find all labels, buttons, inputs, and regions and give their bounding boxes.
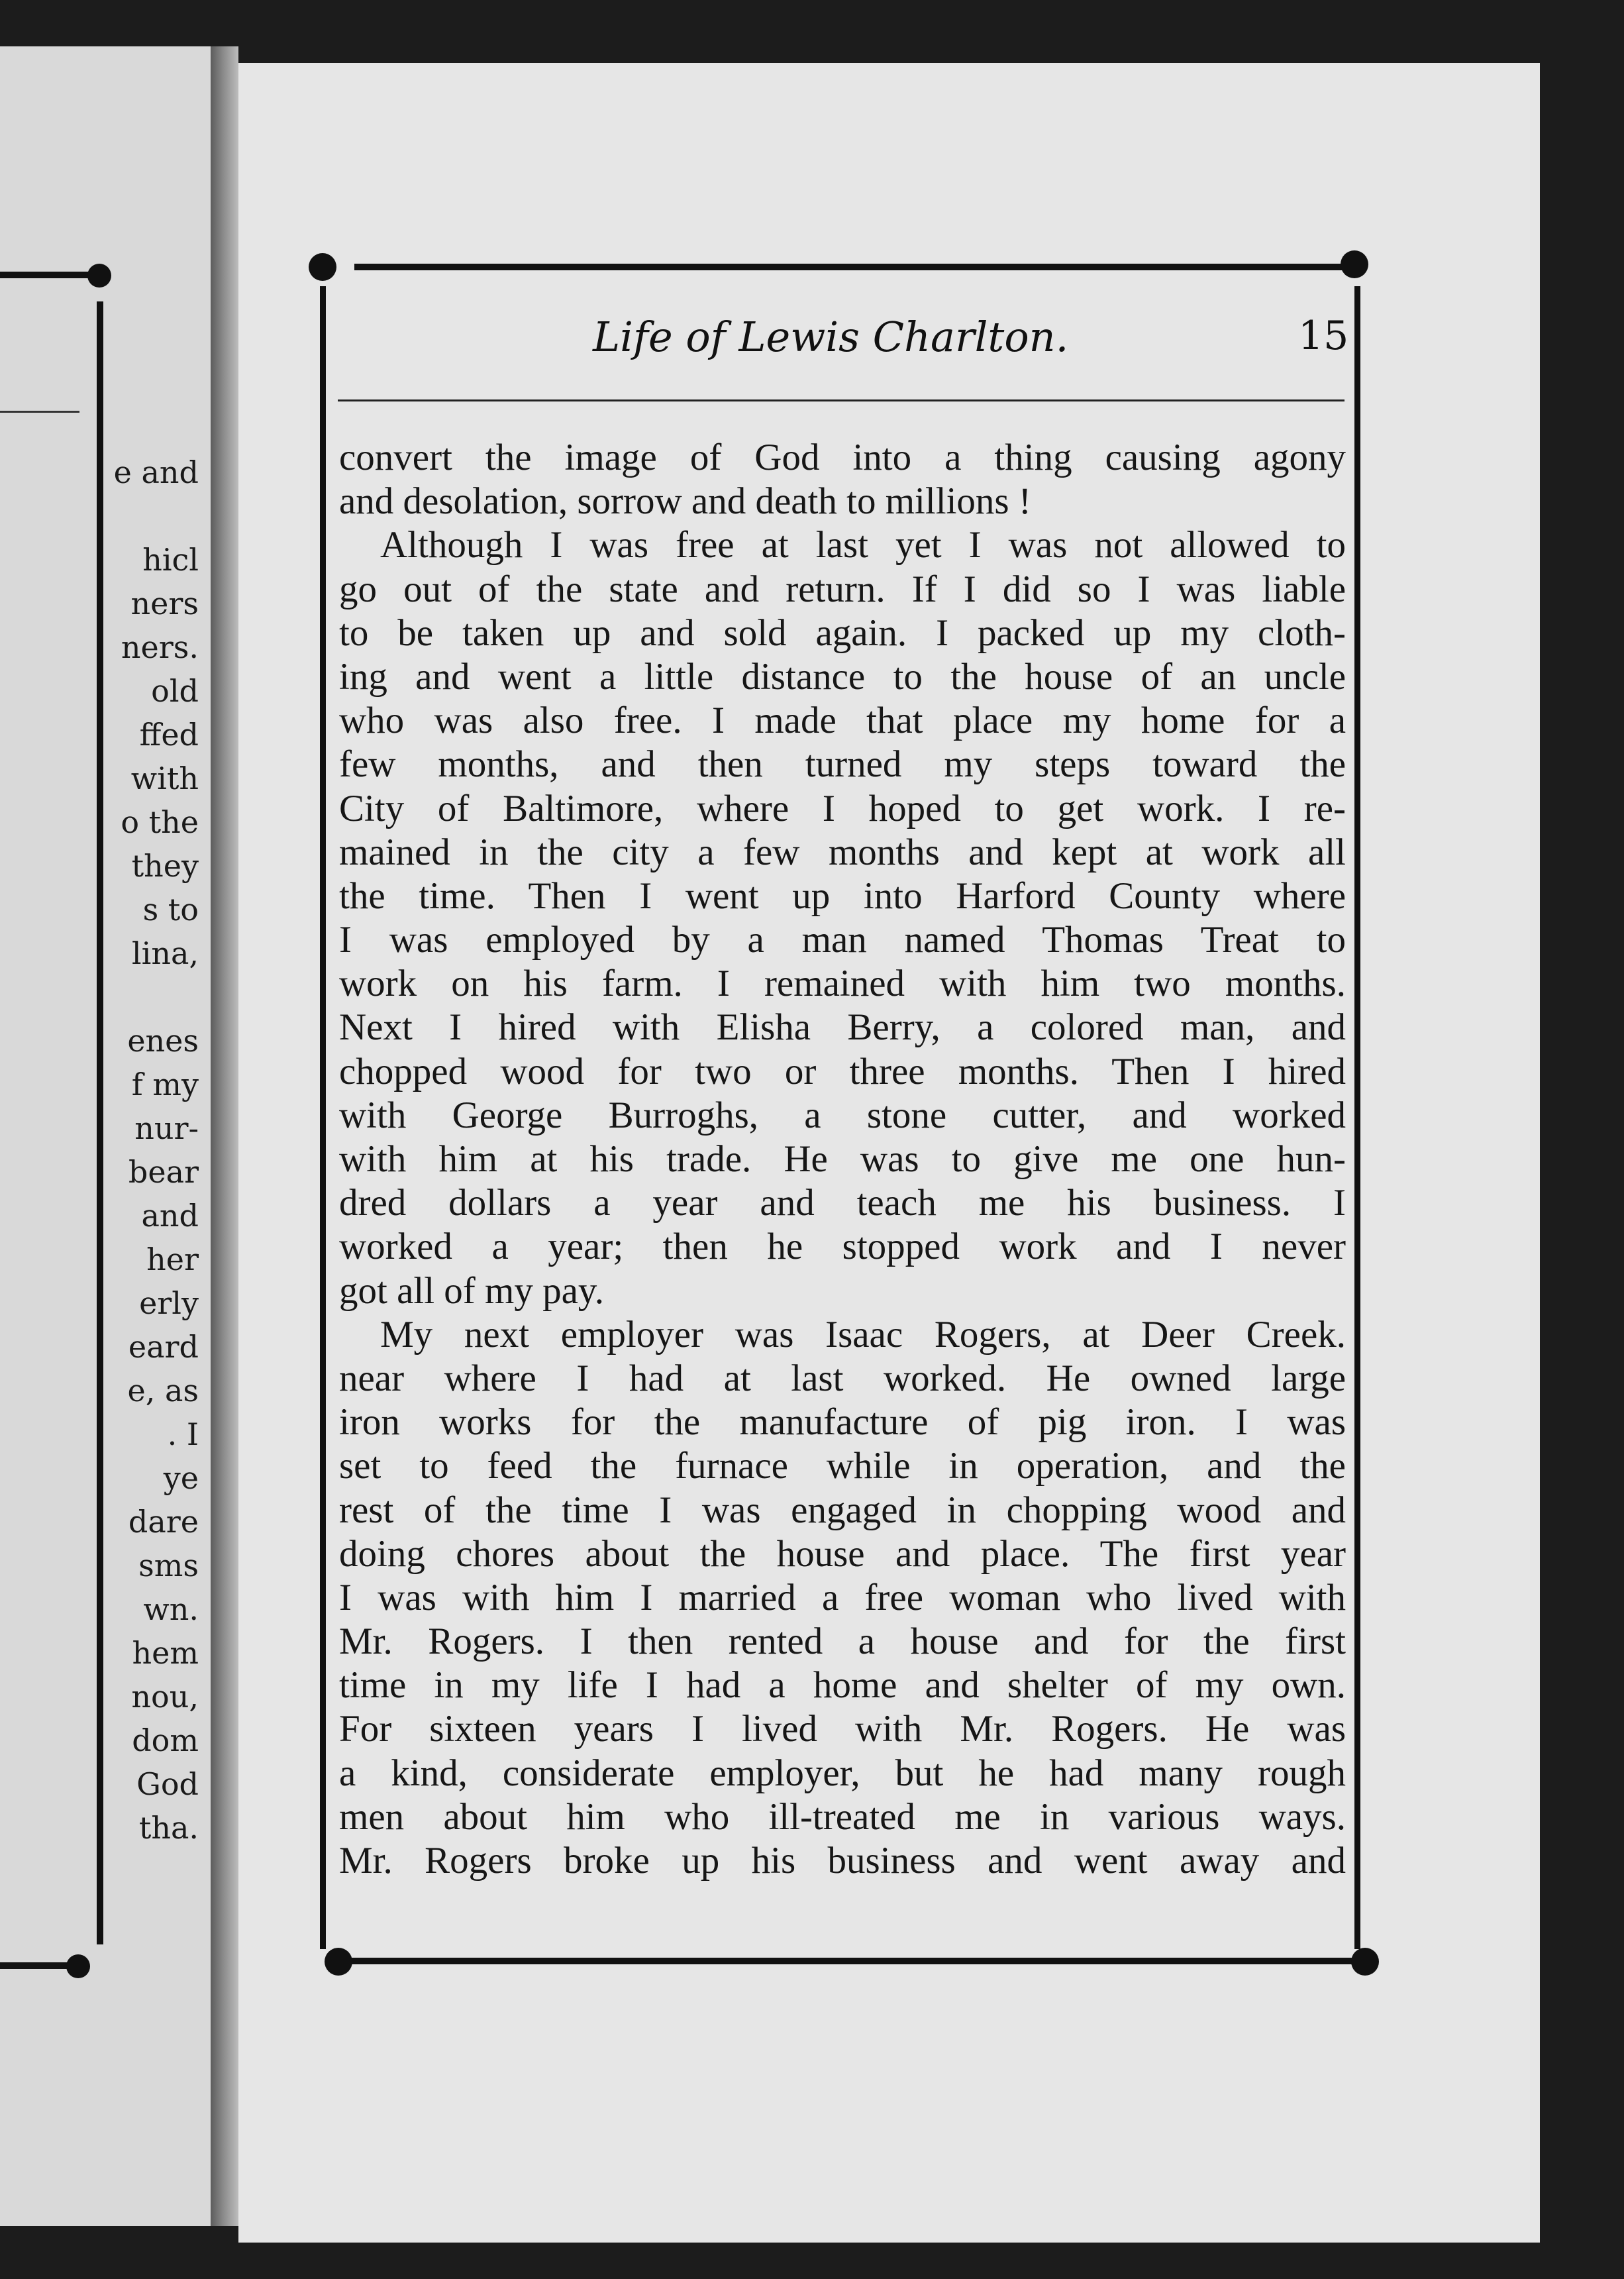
text-line: and desolation, sorrow and death to millions ! — [339, 480, 1031, 523]
body-text — [339, 436, 1346, 1883]
frame-left-rule — [320, 286, 326, 1949]
left-page-fragment: lina, — [131, 935, 199, 971]
left-page-fragment: with — [130, 761, 199, 796]
left-page-fragment: sms — [138, 1548, 199, 1583]
left-page-fragment: erly — [139, 1285, 199, 1321]
left-page-fragment: tha. — [138, 1810, 199, 1846]
text-line: few months, and then turned my steps toward the — [339, 743, 1346, 786]
left-page-fragment — [0, 975, 199, 1019]
frame-bottom-rule — [338, 1958, 1368, 1964]
left-page-text-fragments — [0, 450, 199, 1850]
text-line: set to feed the furnace while in operation, and the — [339, 1445, 1346, 1487]
left-page-fragment: bear — [128, 1154, 199, 1190]
text-line: rest of the time I was engaged in chopping wood and — [339, 1489, 1346, 1531]
text-line: Mr. Rogers. I then rented a house and for the first — [339, 1620, 1346, 1663]
left-page-fragment: . I — [167, 1416, 199, 1452]
text-line: Although I was free at last yet I was not allowed to — [380, 524, 1346, 566]
text-line: the time. Then I went up into Harford County where — [339, 874, 1346, 917]
text-line: near where I had at last worked. He owned large — [339, 1357, 1346, 1399]
left-page-fragment: old — [151, 673, 199, 709]
text-line: who was also free. I made that place my home for a — [339, 700, 1346, 742]
book-gutter — [211, 46, 238, 2226]
left-page-fragment: ners — [130, 586, 199, 621]
text-line: with George Burroghs, a stone cutter, and worked — [339, 1094, 1346, 1136]
text-line: worked a year; then he stopped work and I never — [339, 1226, 1346, 1268]
left-page-fragment: e, as — [127, 1373, 199, 1408]
corner-ornament-top-left — [309, 253, 336, 281]
text-line: time in my life I had a home and shelter of my own. — [339, 1664, 1346, 1707]
left-page-fragment: dare — [128, 1504, 199, 1540]
left-page-fragment: dom — [132, 1722, 199, 1758]
text-line: work on his farm. I remained with him two months. — [339, 963, 1346, 1005]
left-page-fragment: hicl — [142, 542, 199, 578]
text-line: with him at his trade. He was to give me one hun- — [339, 1138, 1346, 1180]
text-line: mained in the city a few months and kept at work all — [339, 831, 1346, 873]
text-line: chopped wood for two or three months. Then I hired — [339, 1050, 1346, 1092]
left-page-fragment: nur- — [134, 1110, 199, 1146]
left-page-fragment: and — [141, 1198, 199, 1234]
left-page-fragment: s to — [142, 892, 199, 928]
left-page-fragment: wn. — [143, 1591, 199, 1627]
text-line: I was employed by a man named Thomas Treat to — [339, 919, 1346, 961]
corner-ornament-bottom-left — [325, 1948, 352, 1976]
header-rule — [338, 399, 1345, 401]
text-line: convert the image of God into a thing causing agony — [339, 437, 1346, 478]
text-line: iron works for the manufacture of pig iron. I was — [339, 1401, 1346, 1444]
left-page-top-rule — [0, 272, 99, 278]
page-number: 15 — [1298, 313, 1349, 359]
frame-top-rule — [354, 264, 1361, 270]
left-page-fragment: ffed — [139, 717, 199, 753]
left-page-fragment: God — [136, 1766, 199, 1802]
left-page-fragment: ye — [163, 1460, 199, 1496]
left-page-fragment: they — [131, 848, 199, 884]
corner-ornament-top-right — [1341, 250, 1368, 278]
text-line: I was with him I married a free woman who lived with — [339, 1576, 1346, 1618]
text-line: City of Baltimore, where I hoped to get work. I re- — [339, 787, 1346, 829]
text-line: Next I hired with Elisha Berry, a colored man, and — [339, 1006, 1346, 1049]
running-head: Life of Lewis Charlton. — [593, 313, 1069, 361]
left-page-fragment — [0, 494, 199, 538]
left-page-fragment: eard — [128, 1329, 199, 1365]
left-page-fragment: nou, — [131, 1679, 199, 1715]
text-line: men about him who ill-treated me in various ways. — [339, 1795, 1346, 1838]
left-page-fragment: f my — [131, 1067, 199, 1102]
text-line: Mr. Rogers broke up his business and went away and — [339, 1840, 1346, 1882]
text-line: go out of the state and return. If I did so I was liable — [339, 568, 1346, 610]
text-line: to be taken up and sold again. I packed up my cloth- — [339, 611, 1346, 654]
text-line: ing and went a little distance to the house of an uncle — [339, 655, 1346, 698]
left-page-fragment: hem — [132, 1635, 199, 1671]
left-page-fragment: enes — [127, 1023, 199, 1059]
left-page-fragment: ners. — [121, 629, 199, 665]
text-line: dred dollars a year and teach me his business. I — [339, 1182, 1346, 1224]
frame-right-rule — [1354, 286, 1360, 1949]
text-line: doing chores about the house and place. The first year — [339, 1532, 1346, 1575]
left-page-fragment: her — [146, 1242, 199, 1277]
left-page-bottom-ornament — [66, 1954, 90, 1978]
text-line: For sixteen years I lived with Mr. Rogers. He was — [339, 1708, 1346, 1750]
left-page-header-rule — [0, 411, 79, 413]
text-line: got all of my pay. — [339, 1269, 604, 1312]
left-page-top-ornament — [87, 264, 111, 288]
text-line: a kind, considerate employer, but he had many rough — [339, 1752, 1346, 1794]
left-page-fragment: e and — [113, 454, 199, 490]
corner-ornament-bottom-right — [1351, 1948, 1379, 1976]
left-page-fragment: o the — [121, 804, 199, 840]
text-line: My next employer was Isaac Rogers, at Deer Creek. — [380, 1313, 1346, 1355]
